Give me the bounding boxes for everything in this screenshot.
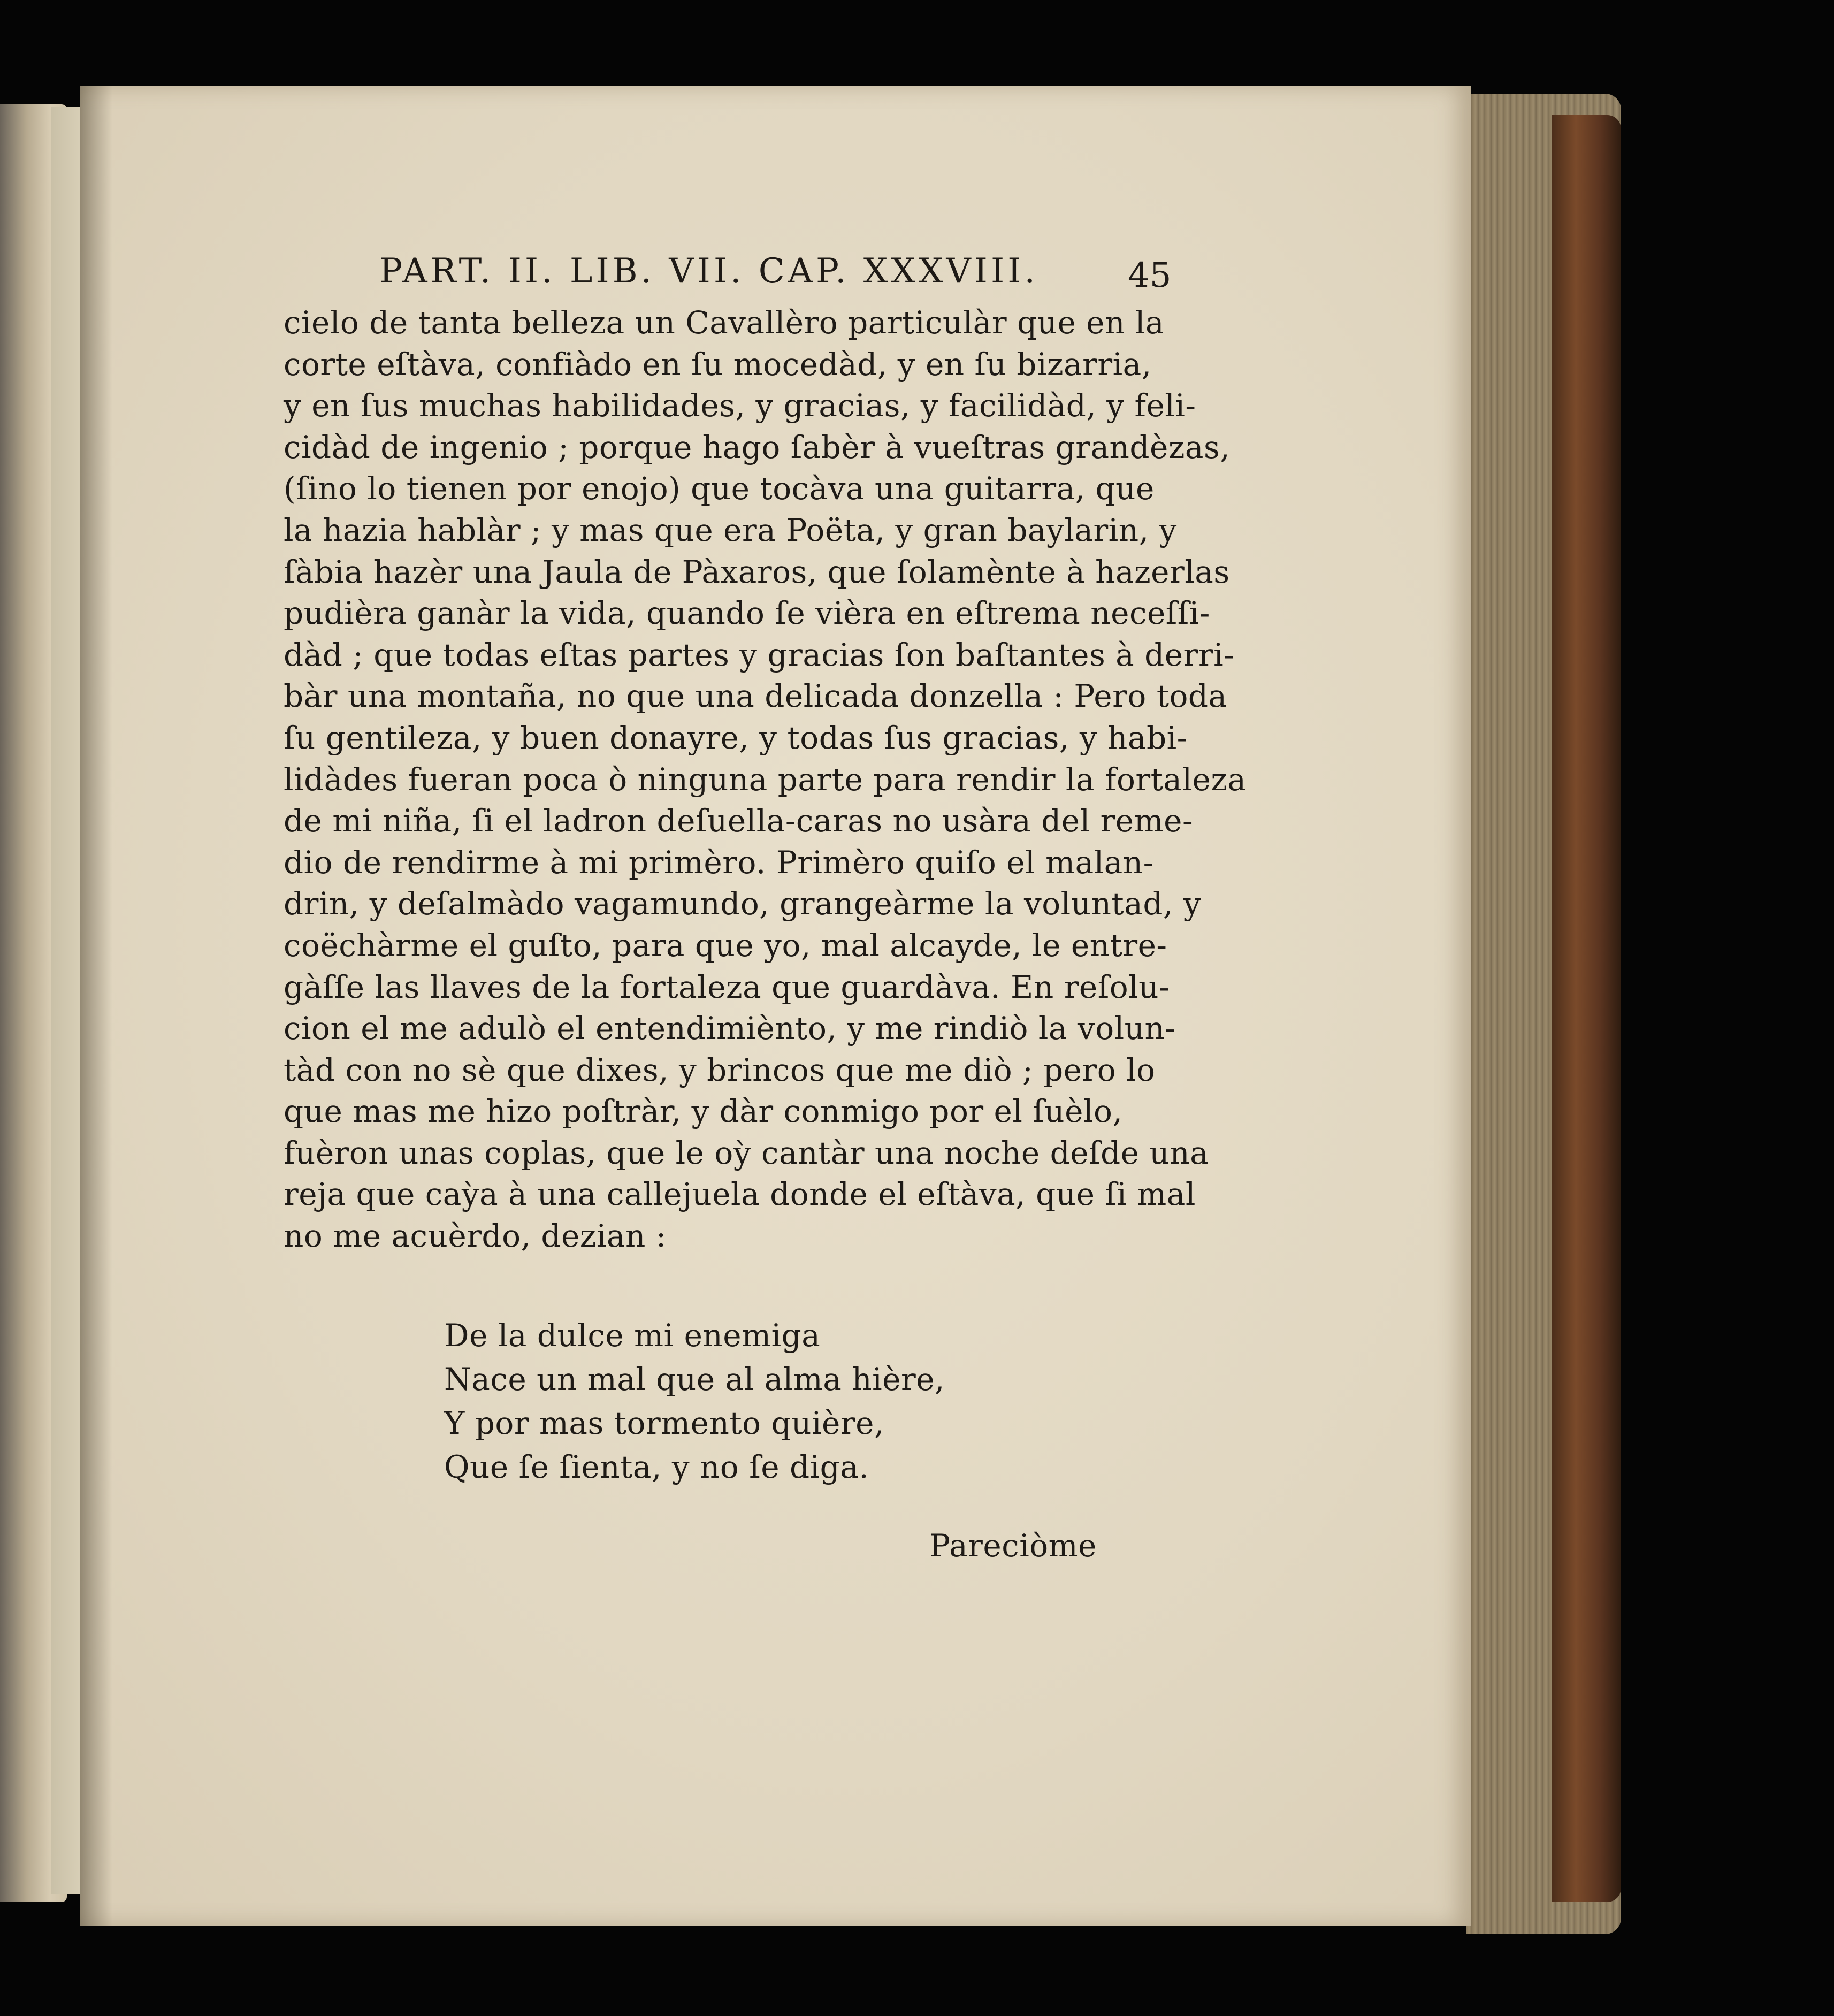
text-line: cielo de tanta belleza un Cavallèro particulàr que en la <box>284 304 1165 341</box>
text-line: que mas me hizo poſtràr, y dàr conmigo por el ſuèlo, <box>284 1093 1123 1130</box>
text-line: pudièra ganàr la vida, quando ſe vièra en eſtrema neceſſi- <box>284 595 1210 632</box>
verse-line: Nace un mal que al alma hière, <box>444 1361 945 1398</box>
text-line: dio de rendirme à mi primèro. Primèro quiſo el malan- <box>284 844 1154 881</box>
page-gutter-shadow <box>80 86 112 1926</box>
text-line: ſàbia hazèr una Jaula de Pàxaros, que ſolamènte à hazerlas <box>284 553 1230 590</box>
text-line: bàr una montaña, no que una delicada donzella : Pero toda <box>284 678 1227 715</box>
text-line: reja que caỳa à una callejuela donde el eſtàva, que ſi mal <box>284 1176 1196 1213</box>
text-line: no me acuèrdo, dezian : <box>284 1218 667 1255</box>
text-line: tàd con no sè que dixes, y brincos que me diò ; pero lo <box>284 1051 1156 1088</box>
text-line: (ſino lo tienen por enojo) que tocàva una guitarra, que <box>284 470 1155 507</box>
text-line: dàd ; que todas eſtas partes y gracias ſon baſtantes à derri- <box>284 636 1235 673</box>
text-line: gàſſe las llaves de la fortaleza que guardàva. En reſolu- <box>284 968 1170 1005</box>
text-line: coëchàrme el guſto, para que yo, mal alcayde, le entre- <box>284 927 1167 964</box>
text-line: corte eſtàva, confiàdo en ſu mocedàd, y en ſu bizarria, <box>284 346 1152 383</box>
text-line: drin, y deſalmàdo vagamundo, grangeàrme la voluntad, y <box>284 885 1202 922</box>
text-line: la hazia hablàr ; y mas que era Poëta, y gran baylarin, y <box>284 511 1177 548</box>
body-text <box>284 302 1247 1257</box>
catchword: Pareciòme <box>929 1528 1097 1564</box>
text-line: ſu gentileza, y buen donayre, y todas ſus gracias, y habi- <box>284 719 1188 756</box>
text-line: de mi niña, ſi el ladron deſuella-caras no usàra del reme- <box>284 803 1194 839</box>
running-head: PART. II. LIB. VII. CAP. XXXVIII. <box>379 251 1038 291</box>
leather-cover <box>1552 115 1621 1902</box>
text-line: y en ſus muchas habilidades, y gracias, y facilidàd, y feli- <box>284 387 1196 424</box>
verse-line: Y por mas tormento quière, <box>444 1405 884 1441</box>
text-line: cidàd de ingenio ; porque hago ſabèr à vueſtras grandèzas, <box>284 429 1231 465</box>
verse-line: Que ſe ſienta, y no ſe diga. <box>444 1449 869 1485</box>
text-line: cion el me adulò el entendimiènto, y me rindiò la volun- <box>284 1010 1176 1047</box>
text-line: fuèron unas coplas, que le oỳ cantàr una noche deſde una <box>284 1134 1209 1171</box>
verse-line: De la dulce mi enemiga <box>444 1317 821 1354</box>
text-line: lidàdes fueran poca ò ninguna parte para rendir la fortaleza <box>284 761 1247 798</box>
page-number: 45 <box>1128 256 1172 295</box>
verse-block <box>444 1314 952 1489</box>
